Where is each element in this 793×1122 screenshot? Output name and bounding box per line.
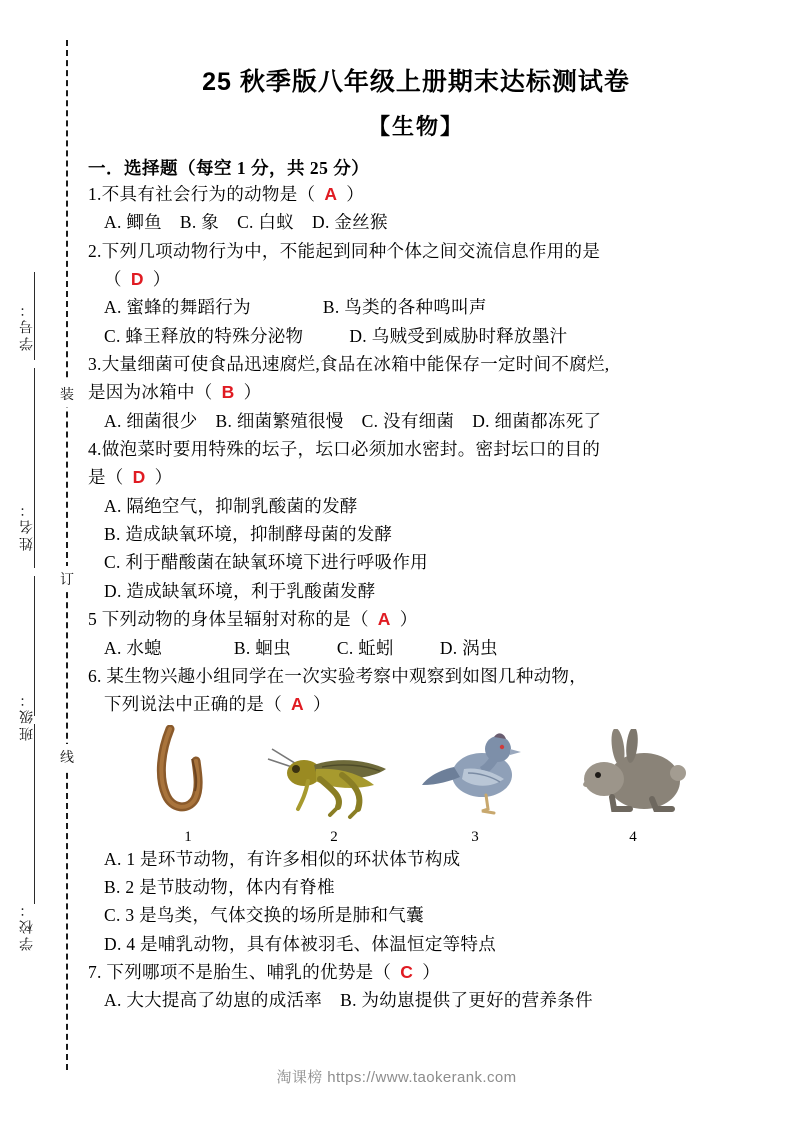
q2-opt-a-label: A. bbox=[104, 297, 122, 318]
question-7-text: 下列哪项不是胎生、哺乳的优势是（ bbox=[106, 961, 392, 982]
question-6-option-a bbox=[86, 845, 746, 873]
question-6-stem-wrap bbox=[86, 690, 746, 718]
footer-watermark: 淘课榜 https://www.taokerank.com bbox=[276, 1069, 517, 1086]
question-1-stem bbox=[86, 180, 746, 208]
question-2-stem-wrap bbox=[86, 265, 746, 293]
q4-opt-a-label: A. bbox=[104, 495, 122, 516]
question-6-wrap-tail: ） bbox=[312, 694, 331, 715]
q5-opt-d-label: D. bbox=[439, 637, 458, 658]
q5-opt-c-text: 蚯蚓 bbox=[358, 637, 394, 658]
question-5-text: 下列动物的身体呈辐射对称的是（ bbox=[101, 609, 369, 630]
question-2-options-row-1 bbox=[86, 293, 746, 321]
question-1-answer: A bbox=[324, 184, 338, 204]
figure-earthworm bbox=[148, 725, 228, 846]
question-7-stem bbox=[86, 958, 746, 986]
margin-label-class: 班级： bbox=[18, 690, 34, 741]
page-title: 25 秋季版八年级上册期末达标测试卷 bbox=[202, 68, 630, 96]
q7-opt-a-label: A. bbox=[104, 990, 122, 1011]
question-4-option-d bbox=[86, 577, 746, 605]
q1-opt-b-text: 象 bbox=[201, 212, 220, 233]
question-6-figure-group bbox=[86, 725, 746, 845]
q6-opt-b-label: B. bbox=[104, 876, 121, 897]
subject-title: 【生物】 bbox=[367, 114, 464, 139]
figure-pigeon bbox=[420, 727, 530, 846]
q2-opt-a-text: 蜜蜂的舞蹈行为 bbox=[126, 297, 251, 318]
q4-opt-b-label: B. bbox=[104, 524, 121, 545]
q1-opt-c-text: 白蚁 bbox=[258, 212, 295, 233]
question-4-option-c bbox=[86, 548, 746, 576]
question-3-text: 大量细菌可使食品迅速腐烂,食品在冰箱中能保存一定时间不腐烂, bbox=[101, 354, 610, 375]
question-5-stem bbox=[86, 605, 746, 633]
question-5-stem-tail: ） bbox=[399, 609, 418, 630]
question-2-wrap: （ bbox=[104, 269, 122, 290]
q1-opt-a-label: A. bbox=[104, 212, 122, 233]
question-4-stem bbox=[86, 435, 746, 463]
q4-opt-d-label: D. bbox=[104, 580, 122, 601]
section-heading: 一．选择题（每空 1 分，共 25 分） bbox=[88, 158, 370, 178]
question-1-stem-tail: ） bbox=[346, 184, 365, 204]
q6-opt-c-text: 3 是鸟类，气体交换的场所是肺和气囊 bbox=[125, 905, 424, 926]
q2-opt-b-label: B. bbox=[322, 297, 340, 318]
q3-opt-b-text: 细菌繁殖很慢 bbox=[236, 410, 344, 431]
question-6-stem bbox=[86, 662, 746, 690]
q2-opt-c-label: C. bbox=[104, 325, 121, 346]
margin-label-student-id: 学号： bbox=[18, 300, 34, 351]
q7-opt-a-text: 大大提高了幼崽的成活率 bbox=[126, 990, 323, 1011]
question-2-text: 下列几项动物行为中，不能起到同种个体之间交流信息作用的是 bbox=[101, 240, 601, 261]
question-2-stem bbox=[86, 237, 746, 265]
question-4-stem-wrap bbox=[86, 463, 746, 491]
question-3-wrap-tail: ） bbox=[243, 382, 262, 403]
question-7-stem-tail: ） bbox=[422, 961, 440, 982]
q4-opt-c-label: C. bbox=[104, 552, 121, 573]
question-1-options bbox=[86, 208, 746, 236]
seam-mark-ding: 订 bbox=[56, 566, 78, 592]
q5-opt-a-text: 水螅 bbox=[126, 637, 162, 658]
question-2-wrap-tail: ） bbox=[152, 269, 171, 290]
question-6-option-c bbox=[86, 901, 746, 929]
question-7-number: 7. bbox=[88, 961, 102, 982]
question-3-wrap: 是因为冰箱中（ bbox=[88, 382, 213, 403]
binding-dashed-line bbox=[66, 40, 68, 1070]
q5-opt-c-label: C. bbox=[336, 637, 354, 658]
q3-opt-d-label: D. bbox=[472, 410, 490, 431]
question-4-answer: D bbox=[132, 467, 146, 488]
q2-opt-c-text: 蜂王释放的特殊分泌物 bbox=[125, 325, 304, 346]
question-3-stem-wrap bbox=[86, 378, 746, 406]
question-3-options bbox=[86, 407, 746, 435]
margin-rule-4 bbox=[34, 724, 35, 904]
question-7-options bbox=[86, 986, 746, 1014]
question-4-wrap-tail: ） bbox=[154, 467, 173, 488]
q1-opt-c-label: C. bbox=[237, 212, 254, 233]
question-5-answer: A bbox=[377, 609, 391, 630]
question-6-number: 6. bbox=[88, 665, 102, 686]
question-5-options bbox=[86, 634, 746, 662]
figure-grasshopper-caption: 2 bbox=[330, 828, 338, 845]
question-6-option-b bbox=[86, 873, 746, 901]
q3-opt-a-text: 细菌很少 bbox=[126, 410, 198, 431]
question-3-answer: B bbox=[221, 382, 235, 403]
q3-opt-c-text: 没有细菌 bbox=[383, 410, 455, 431]
q2-opt-b-text: 鸟类的各种鸣叫声 bbox=[344, 297, 487, 318]
q1-opt-b-label: B. bbox=[179, 212, 197, 233]
question-4-wrap: 是（ bbox=[88, 467, 124, 488]
question-6-option-d bbox=[86, 930, 746, 958]
question-7-answer: C bbox=[400, 961, 414, 982]
question-6-answer: A bbox=[291, 694, 304, 715]
q5-opt-b-text: 蛔虫 bbox=[255, 637, 291, 658]
figure-rabbit-caption: 4 bbox=[629, 828, 637, 845]
q1-opt-d-label: D. bbox=[312, 212, 330, 233]
figure-rabbit bbox=[574, 729, 692, 846]
q2-opt-d-label: D. bbox=[349, 325, 367, 346]
question-2-number: 2. bbox=[88, 240, 102, 261]
q6-opt-d-text: 4 是哺乳动物，具有体被羽毛、体温恒定等特点 bbox=[126, 933, 497, 954]
q6-opt-a-label: A. bbox=[104, 848, 122, 869]
q3-opt-d-text: 细菌都冻死了 bbox=[494, 410, 602, 431]
q1-opt-a-text: 鲫鱼 bbox=[126, 212, 162, 233]
q5-opt-d-text: 涡虫 bbox=[462, 637, 498, 658]
q4-opt-c-text: 利于醋酸菌在缺氧环境下进行呼吸作用 bbox=[125, 552, 428, 573]
q4-opt-d-text: 造成缺氧环境，利于乳酸菌发酵 bbox=[126, 580, 376, 601]
q6-opt-a-text: 1 是环节动物，有许多相似的环状体节构成 bbox=[126, 848, 461, 869]
q4-opt-b-text: 造成缺氧环境，抑制酵母菌的发酵 bbox=[125, 524, 393, 545]
q3-opt-a-label: A. bbox=[104, 410, 122, 431]
q6-opt-b-text: 2 是节肢动物，体内有脊椎 bbox=[125, 876, 335, 897]
figure-pigeon-caption: 3 bbox=[471, 828, 479, 845]
question-4-text: 做泡菜时要用特殊的坛子，坛口必须加水密封。密封坛口的目的 bbox=[101, 439, 601, 460]
question-6-wrap: 下列说法中正确的是（ bbox=[104, 694, 282, 715]
q5-opt-a-label: A. bbox=[104, 637, 122, 658]
earthworm-icon bbox=[148, 725, 228, 823]
grasshopper-icon bbox=[264, 735, 404, 823]
q3-opt-b-label: B. bbox=[215, 410, 233, 431]
q7-opt-b-label: B. bbox=[340, 990, 357, 1011]
q7-opt-b-text: 为幼崽提供了更好的营养条件 bbox=[361, 990, 593, 1011]
question-2-options-row-2 bbox=[86, 322, 746, 350]
exam-content bbox=[86, 0, 746, 1122]
pigeon-icon bbox=[420, 727, 530, 823]
q6-opt-c-label: C. bbox=[104, 905, 121, 926]
seam-mark-xian: 线 bbox=[56, 744, 78, 770]
figure-grasshopper bbox=[264, 735, 404, 846]
question-3-number: 3. bbox=[88, 354, 102, 375]
q5-opt-b-label: B. bbox=[233, 637, 251, 658]
q2-opt-d-text: 乌贼受到威胁时释放墨汁 bbox=[371, 325, 568, 346]
margin-label-school: 学校： bbox=[18, 900, 34, 951]
question-4-option-a bbox=[86, 492, 746, 520]
question-4-option-b bbox=[86, 520, 746, 548]
seam-mark-zhuang: 装 bbox=[56, 381, 78, 407]
margin-label-name: 姓名： bbox=[18, 500, 34, 551]
question-2-answer: D bbox=[130, 269, 144, 290]
q3-opt-c-label: C. bbox=[361, 410, 379, 431]
q1-opt-d-text: 金丝猴 bbox=[334, 212, 388, 233]
q4-opt-a-text: 隔绝空气，抑制乳酸菌的发酵 bbox=[126, 495, 358, 516]
q6-opt-d-label: D. bbox=[104, 933, 122, 954]
rabbit-icon bbox=[574, 729, 692, 823]
question-4-number: 4. bbox=[88, 439, 102, 460]
question-5-number: 5 bbox=[88, 609, 98, 630]
question-6-text: 某生物兴趣小组同学在一次实验考察中观察到如图几种动物， bbox=[106, 665, 588, 686]
question-3-stem bbox=[86, 350, 746, 378]
figure-earthworm-caption: 1 bbox=[184, 828, 192, 845]
binding-margin bbox=[0, 0, 86, 1122]
question-1-text: 不具有社会行为的动物是（ bbox=[101, 184, 316, 204]
question-1-number: 1. bbox=[88, 184, 102, 204]
